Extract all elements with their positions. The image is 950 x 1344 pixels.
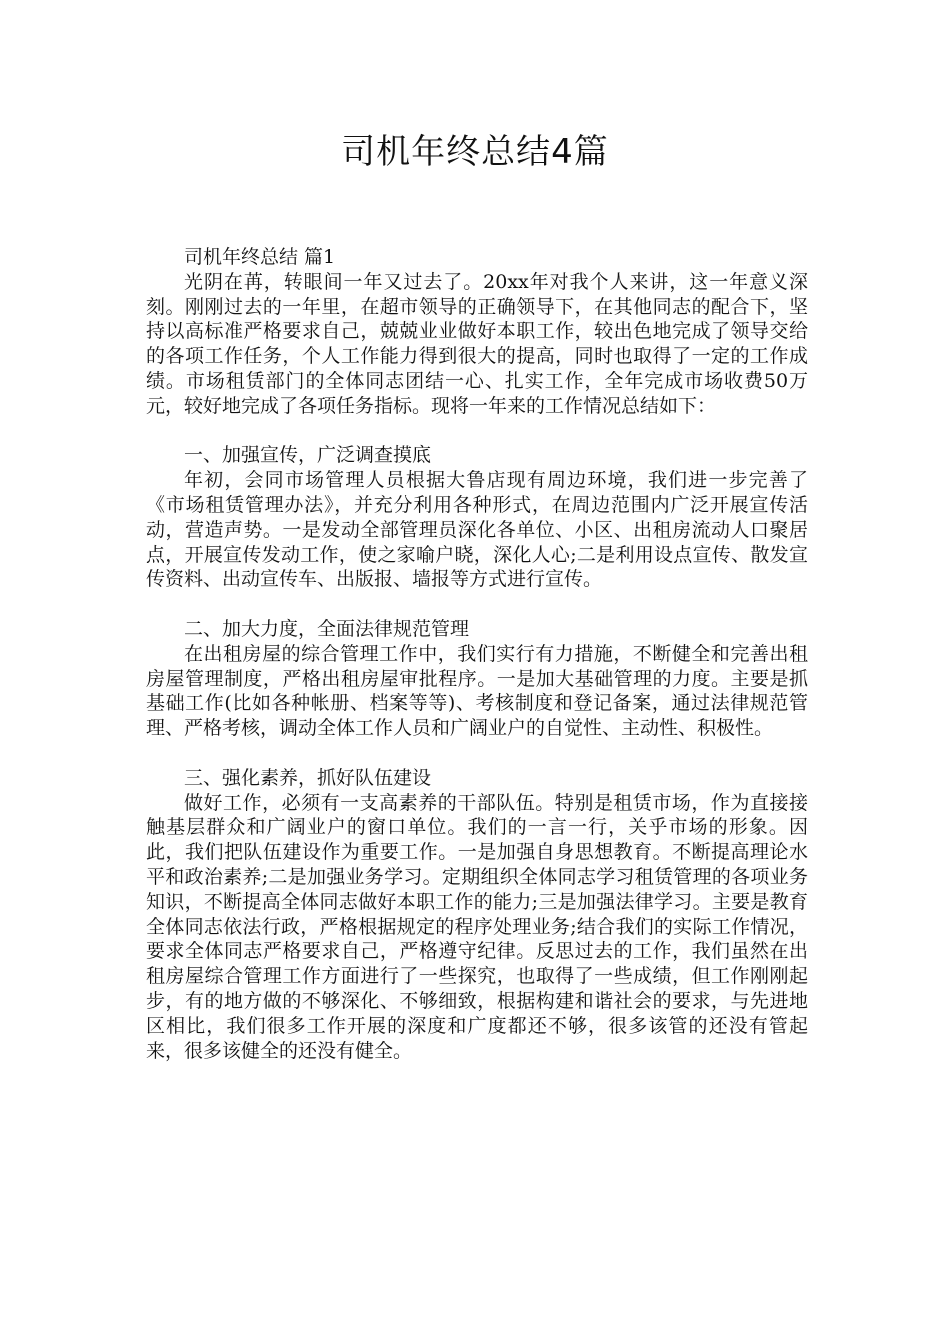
section-subtitle: 司机年终总结 篇1: [184, 246, 336, 268]
section-body-3: 做好工作，必须有一支高素养的干部队伍。特别是租赁市场，作为直接接触基层群众和广阔业户的窗口单位。我们的一言一行，关乎市场的形象。因此，我们把队伍建设作为重要工作。一是加强自身思想教育。不断提高理论水平和政治素养;二是加强业务学习。定期组织全体同志学习租赁管理的各项业务知识，不断提高全体同志做好本职工作的能力;三是加强法律学习。主要是教育全体同志依法行政，严格根据规定的程序处理业务;结合我们的实际工作情况，要求全体同志严格要求自己，严格遵守纪律。反思过去的工作，我们虽然在出租房屋综合管理工作方面进行了一些探究，也取得了一些成绩，但工作刚刚起步，有的地方做的不够深化、不够细致，根据构建和谐社会的要求，与先进地区相比，我们很多工作开展的深度和广度都还不够，很多该管的还没有管起来，很多该健全的还没有健全。: [146, 791, 808, 1062]
paragraph-spacer: [146, 419, 808, 444]
section-heading-2: 二、加大力度，全面法律规范管理: [184, 617, 470, 640]
paragraph-spacer: [146, 592, 808, 617]
section-body-1: 年初，会同市场管理人员根据大鲁店现有周边环境，我们进一步完善了《市场租赁管理办法》，并充分利用各种形式，在周边范围内广泛开展宣传活动，营造声势。一是发动全部管理员深化各单位、小区、出租房流动人口聚居点，开展宣传发动工作，使之家喻户晓，深化人心;二是利用设点宣传、散发宣传资料、出动宣传车、出版报、墙报等方式进行宣传。: [146, 469, 808, 591]
document-title: 司机年终总结4篇: [341, 132, 609, 172]
section-heading-3: 三、强化素养，抓好队伍建设: [184, 766, 432, 789]
section-heading-1: 一、加强宣传，广泛调查摸底: [184, 444, 432, 467]
intro-paragraph: 光阴在苒，转眼间一年又过去了。20xx年对我个人来讲，这一年意义深刻。刚刚过去的一年里，在超市领导的正确领导下，在其他同志的配合下，坚持以高标准严格要求自己，兢兢业业做好本职工作，较出色地完成了领导交给的各项工作任务，个人工作能力得到很大的提高，同时也取得了一定的工作成绩。市场租赁部门的全体同志团结一心、扎实工作，全年完成市场收费50万元，较好地完成了各项任务指标。现将一年来的工作情况总结如下：: [146, 270, 808, 417]
document-body: [146, 245, 808, 1063]
section-body-2: 在出租房屋的综合管理工作中，我们实行有力措施，不断健全和完善出租房屋管理制度，严格出租房屋审批程序。一是加大基础管理的力度。主要是抓基础工作(比如各种帐册、档案等等)、考核制度和登记备案，通过法律规范管理、严格考核，调动全体工作人员和广阔业户的自觉性、主动性、积极性。: [146, 642, 808, 740]
paragraph-spacer: [146, 741, 808, 766]
